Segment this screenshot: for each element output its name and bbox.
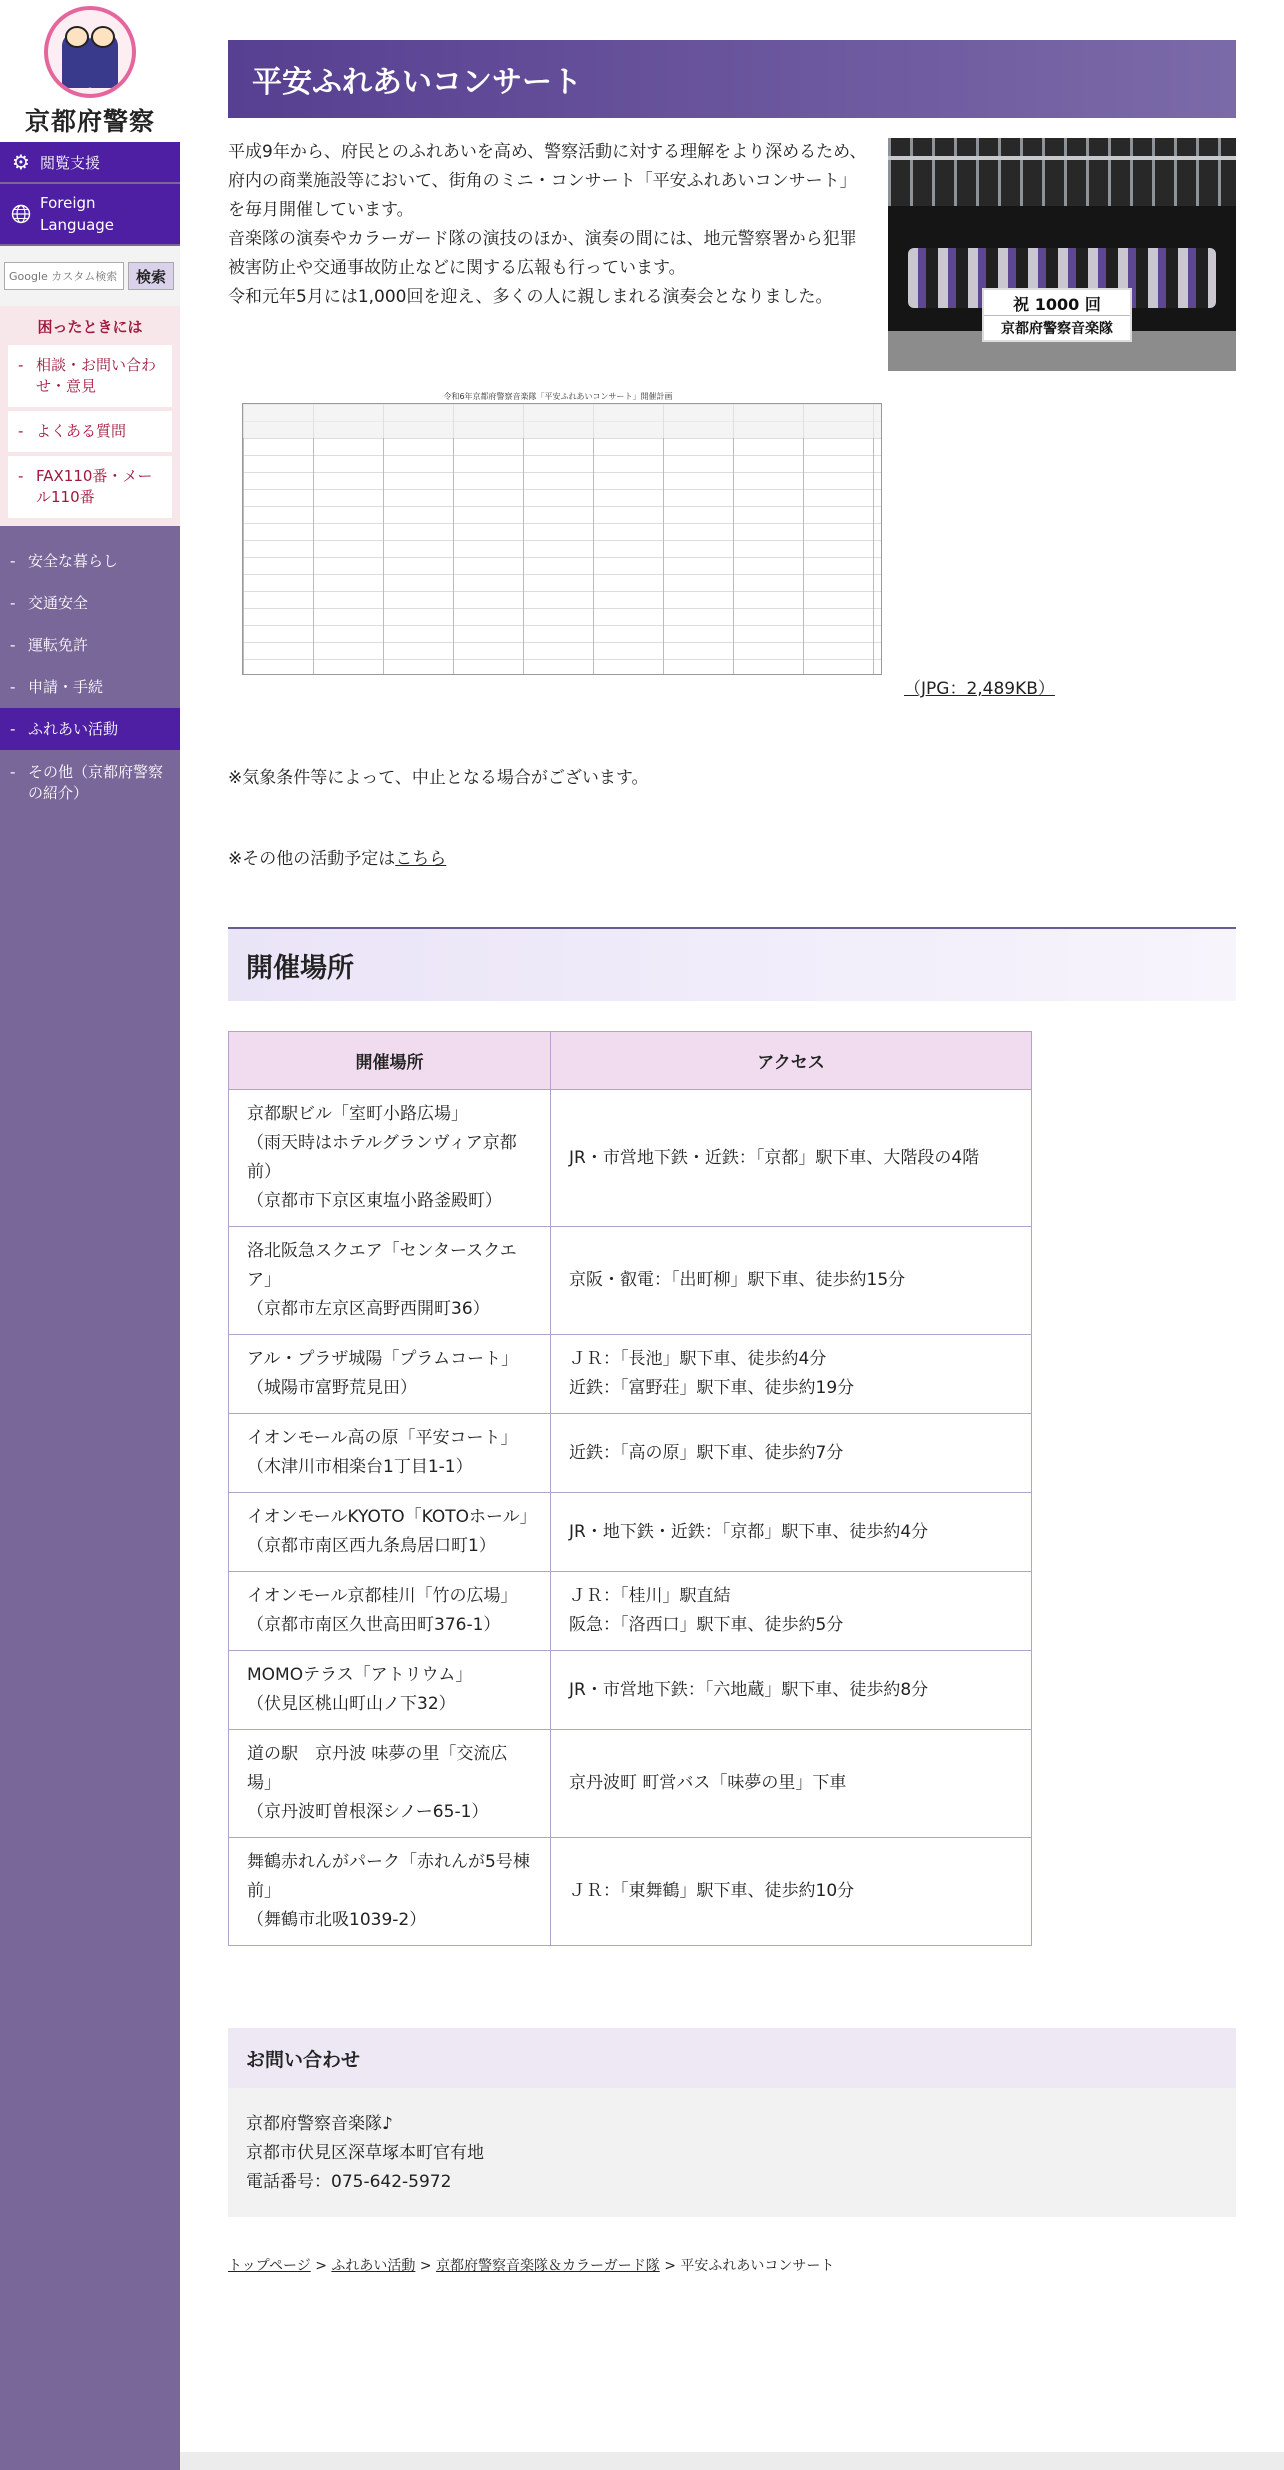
table-row — [229, 1730, 1032, 1838]
venue-access-line: 阪急：「洛西口」駅下車、徒歩約5分 — [569, 1615, 844, 1635]
venue-access-cell — [551, 1227, 1032, 1335]
venue-access-line: 京阪・叡電：「出町柳」駅下車、徒歩約15分 — [569, 1270, 906, 1290]
venue-name-line: （伏見区桃山町山ノ下32） — [247, 1694, 456, 1714]
accessibility-label: 閲覧支援 — [40, 153, 101, 172]
sidebar-item-safe-living[interactable]: - 安全な暮らし — [0, 540, 180, 582]
venue-name-line: （舞鶴市北吸1039-2） — [247, 1910, 427, 1930]
venue-name-line: 京都駅ビル「室町小路広場」 — [247, 1104, 468, 1124]
venue-name-cell — [229, 1838, 551, 1946]
trouble-item-faq[interactable]: - よくある質問 — [8, 411, 172, 452]
photo-banner — [982, 288, 1132, 342]
contact-section — [228, 2028, 1236, 2217]
contact-heading: お問い合わせ — [228, 2028, 1236, 2088]
weather-notice: ※気象条件等によって、中止となる場合がございます。 — [228, 768, 649, 788]
schedule-title: 令和6年京都府警察音楽隊「平安ふれあいコンサート」開催計画 — [443, 392, 673, 401]
lang-label-line2: Language — [40, 216, 115, 234]
intro-paragraph-1: 平成9年から、府民とのふれあいを高め、警察活動に対する理解をより深めるため、府内の商業施設等において、街角のミニ・コンサート「平安ふれあいコンサート」を毎月開催しています。 — [228, 142, 867, 220]
venue-name-cell — [229, 1651, 551, 1730]
breadcrumb — [228, 2255, 1236, 2275]
intro-paragraph-3: 令和元年5月には1,000回を迎え、多くの人に親しまれる演奏会となりました。 — [228, 287, 833, 307]
venue-table — [228, 1031, 1032, 1946]
venue-name-line: 舞鶴赤れんがパーク「赤れんが5号棟前」 — [247, 1852, 530, 1901]
venue-name-line: （京都市南区西九条鳥居口町1） — [247, 1536, 496, 1556]
intro-section — [228, 138, 1236, 371]
venue-name-line: 洛北阪急スクエア「センタースクエア」 — [247, 1241, 517, 1290]
intro-text — [228, 138, 888, 371]
venue-access-line: ＪＲ：「長池」駅下車、徒歩約4分 — [569, 1349, 827, 1369]
breadcrumb-separator: > — [659, 2258, 681, 2274]
sidebar-item-driver-license[interactable]: - 運転免許 — [0, 624, 180, 666]
schedule-grid — [242, 403, 882, 675]
page-title: 平安ふれあいコンサート — [228, 40, 1236, 118]
breadcrumb-top[interactable]: トップページ — [228, 2258, 311, 2274]
footer-band — [180, 2452, 1284, 2470]
venue-name-line: （京都市下京区東塩小路釜殿町） — [247, 1191, 502, 1211]
table-row — [229, 1572, 1032, 1651]
venue-access-cell — [551, 1493, 1032, 1572]
trouble-item-fax-mail[interactable]: - FAX110番・メール110番 — [8, 456, 172, 518]
venue-access-cell — [551, 1730, 1032, 1838]
search-input[interactable] — [4, 262, 124, 290]
sidebar-item-traffic-safety[interactable]: - 交通安全 — [0, 582, 180, 624]
venue-name-line: （雨天時はホテルグランヴィア京都前） — [247, 1133, 517, 1182]
breadcrumb-separator: > — [415, 2258, 437, 2274]
venue-table-header-venue: 開催場所 — [229, 1032, 551, 1090]
table-row — [229, 1335, 1032, 1414]
other-activities-notice — [228, 844, 1236, 869]
contact-phone: 電話番号：075-642-5972 — [246, 2172, 452, 2192]
breadcrumb-band[interactable]: 京都府警察音楽隊＆カラーガード隊 — [436, 2258, 660, 2274]
venue-name-line: イオンモール京都桂川「竹の広場」 — [247, 1586, 518, 1606]
table-row — [229, 1414, 1032, 1493]
schedule-image[interactable] — [228, 385, 888, 701]
venue-name-cell — [229, 1090, 551, 1227]
sidebar — [0, 0, 180, 2470]
schedule-section — [228, 385, 1236, 701]
venue-access-cell — [551, 1414, 1032, 1493]
gear-icon: ⚙ — [12, 150, 30, 174]
venue-name-cell — [229, 1335, 551, 1414]
venue-name-line: MOMOテラス「アトリウム」 — [247, 1665, 473, 1685]
foreign-language-label — [40, 192, 114, 236]
table-row — [229, 1838, 1032, 1946]
venue-access-line: 京丹波町 町営バス「味夢の里」下車 — [569, 1773, 847, 1793]
jpg-download-link[interactable]: （JPG：2,489KB） — [904, 679, 1055, 699]
venue-access-cell — [551, 1838, 1032, 1946]
venue-name-cell — [229, 1414, 551, 1493]
contact-body — [228, 2088, 1236, 2217]
venue-access-line: ＪＲ：「桂川」駅直結 — [569, 1586, 731, 1606]
venue-name-line: イオンモールKYOTO「KOTOホール」 — [247, 1507, 537, 1527]
concert-photo — [888, 138, 1236, 371]
venue-access-cell — [551, 1572, 1032, 1651]
venue-access-line: 近鉄：「高の原」駅下車、徒歩約7分 — [569, 1442, 844, 1463]
mascot-logo-icon — [44, 6, 136, 98]
logo[interactable] — [0, 0, 180, 142]
breadcrumb-community[interactable]: ふれあい活動 — [331, 2258, 416, 2274]
venue-name-cell — [229, 1493, 551, 1572]
table-row — [229, 1493, 1032, 1572]
foreign-language-button[interactable] — [0, 184, 180, 246]
venue-name-cell — [229, 1730, 551, 1838]
main-content — [228, 40, 1236, 2275]
table-row — [229, 1227, 1032, 1335]
photo-banner-line1: 祝 1000 回 — [1013, 295, 1101, 314]
venue-name-cell — [229, 1572, 551, 1651]
sidebar-item-applications[interactable]: - 申請・手続 — [0, 666, 180, 708]
trouble-heading: 困ったときには — [37, 318, 143, 336]
sidebar-item-other[interactable]: - その他（京都府警察の紹介） — [0, 750, 180, 812]
venue-name-line: 道の駅 京丹波 味夢の里「交流広場」 — [247, 1744, 508, 1793]
sidebar-item-community[interactable]: - ふれあい活動 — [0, 708, 180, 750]
venue-access-line: JR・市営地下鉄：「六地蔵」駅下車、徒歩約8分 — [569, 1679, 929, 1700]
venue-name-line: （京都市南区久世高田町376-1） — [247, 1615, 501, 1635]
table-row — [229, 1651, 1032, 1730]
contact-org: 京都府警察音楽隊♪ — [246, 2114, 393, 2134]
venue-access-line: 近鉄：「富野荘」駅下車、徒歩約19分 — [569, 1378, 855, 1398]
venue-name-line: イオンモール高の原「平安コート」 — [247, 1428, 518, 1448]
venue-access-cell — [551, 1090, 1032, 1227]
venue-name-line: （京都市左京区高野西開町36） — [247, 1299, 490, 1319]
accessibility-button[interactable] — [0, 142, 180, 184]
search-button[interactable]: 検索 — [128, 262, 174, 290]
venue-name-line: （木津川市相楽台1丁目1-1） — [247, 1457, 473, 1477]
lang-label-line1: Foreign — [40, 194, 96, 212]
venue-name-cell — [229, 1227, 551, 1335]
breadcrumb-current: 平安ふれあいコンサート — [680, 2258, 835, 2274]
sidebar-nav — [0, 540, 180, 812]
venue-access-cell — [551, 1651, 1032, 1730]
search-box — [0, 246, 180, 306]
other-activities-text: ※その他の活動予定は — [228, 849, 396, 869]
trouble-item-consultation[interactable]: - 相談・お問い合わせ・意見 — [8, 345, 172, 407]
globe-icon — [10, 203, 32, 225]
venue-section-title: 開催場所 — [228, 927, 1236, 1001]
table-row — [229, 1090, 1032, 1227]
venue-name-line: （城陽市富野荒見田） — [247, 1378, 417, 1398]
intro-paragraph-2: 音楽隊の演奏やカラーガード隊の演技のほか、演奏の間には、地元警察署から犯罪被害防止や交通事故防止などに関する広報も行っています。 — [228, 229, 857, 278]
site-title: 京都府警察 — [24, 107, 155, 136]
venue-access-line: JR・市営地下鉄・近鉄：「京都」駅下車、大階段の4階 — [569, 1147, 980, 1168]
breadcrumb-separator: > — [310, 2258, 332, 2274]
venue-table-header-access: アクセス — [551, 1032, 1032, 1090]
venue-name-line: （京丹波町曽根深シノー65-1） — [247, 1802, 489, 1822]
venue-access-line: ＪＲ：「東舞鶴」駅下車、徒歩約10分 — [569, 1881, 855, 1901]
trouble-section — [0, 306, 180, 526]
venue-access-line: JR・地下鉄・近鉄：「京都」駅下車、徒歩約4分 — [569, 1521, 929, 1542]
photo-banner-line2: 京都府警察音楽隊 — [984, 315, 1130, 338]
contact-address: 京都市伏見区深草塚本町官有地 — [246, 2143, 484, 2163]
other-activities-link[interactable]: こちら — [395, 849, 447, 869]
venue-name-line: アル・プラザ城陽「プラムコート」 — [247, 1349, 519, 1369]
venue-access-cell — [551, 1335, 1032, 1414]
